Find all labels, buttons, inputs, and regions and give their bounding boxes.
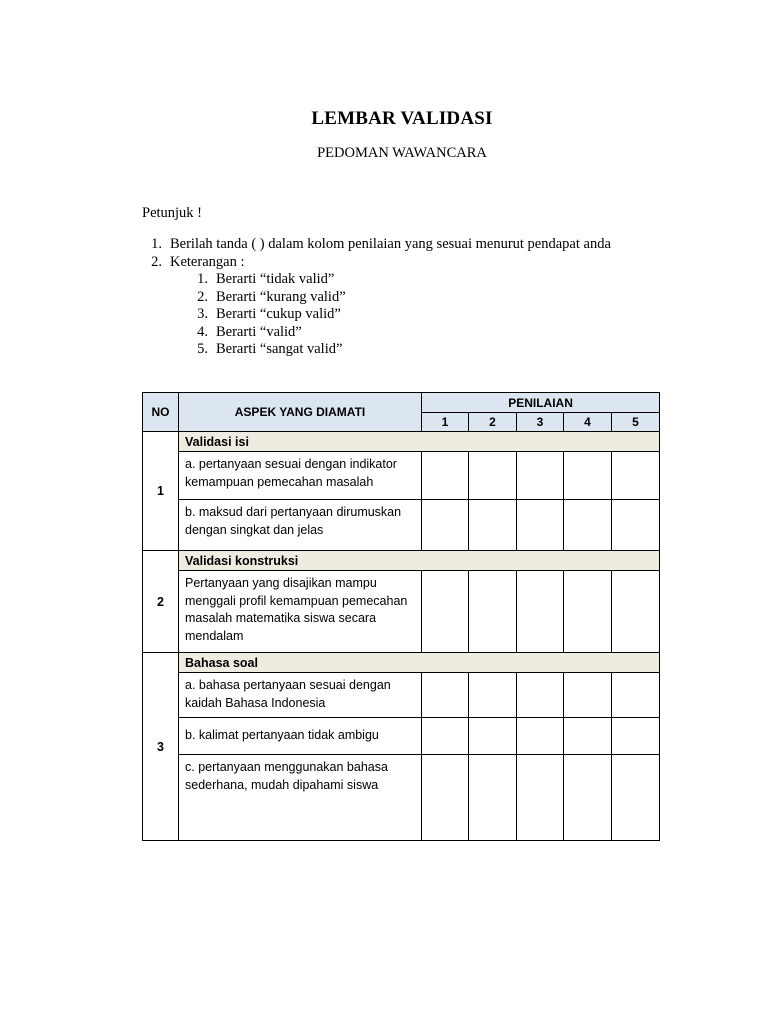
section-title: Bahasa soal (179, 653, 660, 673)
rating-cell[interactable] (564, 673, 612, 718)
aspect-item: b. kalimat pertanyaan tidak ambigu (179, 718, 422, 755)
section-title: Validasi konstruksi (179, 551, 660, 571)
rating-cell[interactable] (564, 718, 612, 755)
row-number: 1 (143, 432, 179, 551)
rating-cell[interactable] (517, 452, 564, 500)
table-row (143, 718, 660, 755)
list-number: 3. (197, 306, 208, 322)
row-number: 3 (143, 653, 179, 841)
rating-cell[interactable] (422, 673, 469, 718)
rating-cell[interactable] (422, 571, 469, 653)
header-rating: PENILAIAN (422, 393, 660, 413)
table-row (143, 452, 660, 500)
list-text: Berarti “sangat valid” (216, 341, 343, 357)
rating-cell[interactable] (612, 452, 660, 500)
rating-cell[interactable] (517, 718, 564, 755)
rating-cell[interactable] (564, 500, 612, 551)
rating-cell[interactable] (564, 755, 612, 841)
rating-scale-label: 1 (422, 413, 469, 432)
header-aspect: ASPEK YANG DIAMATI (179, 393, 422, 432)
rating-cell[interactable] (517, 571, 564, 653)
row-number: 2 (143, 551, 179, 653)
rating-cell[interactable] (564, 452, 612, 500)
rating-cell[interactable] (612, 673, 660, 718)
rating-cell[interactable] (612, 500, 660, 551)
rating-cell[interactable] (469, 571, 517, 653)
rating-cell[interactable] (469, 452, 517, 500)
page-subtitle: PEDOMAN WAWANCARA (317, 145, 487, 161)
rating-cell[interactable] (612, 755, 660, 841)
list-text: Berarti “kurang valid” (216, 288, 346, 305)
rating-cell[interactable] (469, 673, 517, 718)
rating-cell[interactable] (422, 718, 469, 755)
list-number: 1. (151, 236, 162, 252)
aspect-item: Pertanyaan yang disajikan mampu menggali profil kemampuan pemecahan masalah matematika siswa secara mendalam (179, 571, 422, 653)
instructions-label: Petunjuk ! (142, 205, 203, 221)
validation-table (142, 392, 660, 841)
rating-cell[interactable] (469, 500, 517, 551)
list-text: Keterangan : (170, 253, 245, 270)
rating-cell[interactable] (517, 755, 564, 841)
rating-cell[interactable] (517, 500, 564, 551)
rating-cell[interactable] (469, 755, 517, 841)
page-title: LEMBAR VALIDASI (311, 108, 493, 129)
rating-cell[interactable] (612, 718, 660, 755)
header-no: NO (143, 393, 179, 432)
aspect-item: a. bahasa pertanyaan sesuai dengan kaidah Bahasa Indonesia (179, 673, 422, 718)
rating-cell[interactable] (612, 571, 660, 653)
aspect-item: c. pertanyaan menggunakan bahasa sederhana, mudah dipahami siswa (179, 755, 422, 841)
rating-cell[interactable] (517, 673, 564, 718)
list-number: 4. (197, 323, 208, 340)
list-text: Berarti “cukup valid” (216, 306, 341, 322)
rating-cell[interactable] (422, 500, 469, 551)
rating-scale-label: 5 (612, 413, 660, 432)
rating-scale-label: 3 (517, 413, 564, 432)
list-text: Berarti “valid” (216, 323, 302, 340)
table-row (143, 500, 660, 551)
rating-cell[interactable] (422, 452, 469, 500)
rating-cell[interactable] (422, 755, 469, 841)
list-number: 2. (151, 253, 162, 270)
rating-scale-label: 2 (469, 413, 517, 432)
rating-cell[interactable] (564, 571, 612, 653)
aspect-item: b. maksud dari pertanyaan dirumuskan dengan singkat dan jelas (179, 500, 422, 551)
list-number: 5. (197, 341, 208, 357)
table-row (143, 673, 660, 718)
rating-cell[interactable] (469, 718, 517, 755)
table-row (143, 571, 660, 653)
list-number: 1. (197, 271, 208, 287)
table-row (143, 755, 660, 841)
aspect-item: a. pertanyaan sesuai dengan indikator kemampuan pemecahan masalah (179, 452, 422, 500)
list-text: Berilah tanda ( ) dalam kolom penilaian yang sesuai menurut pendapat anda (170, 236, 611, 252)
section-title: Validasi isi (179, 432, 660, 452)
rating-scale-label: 4 (564, 413, 612, 432)
list-text: Berarti “tidak valid” (216, 271, 335, 287)
list-number: 2. (197, 288, 208, 305)
